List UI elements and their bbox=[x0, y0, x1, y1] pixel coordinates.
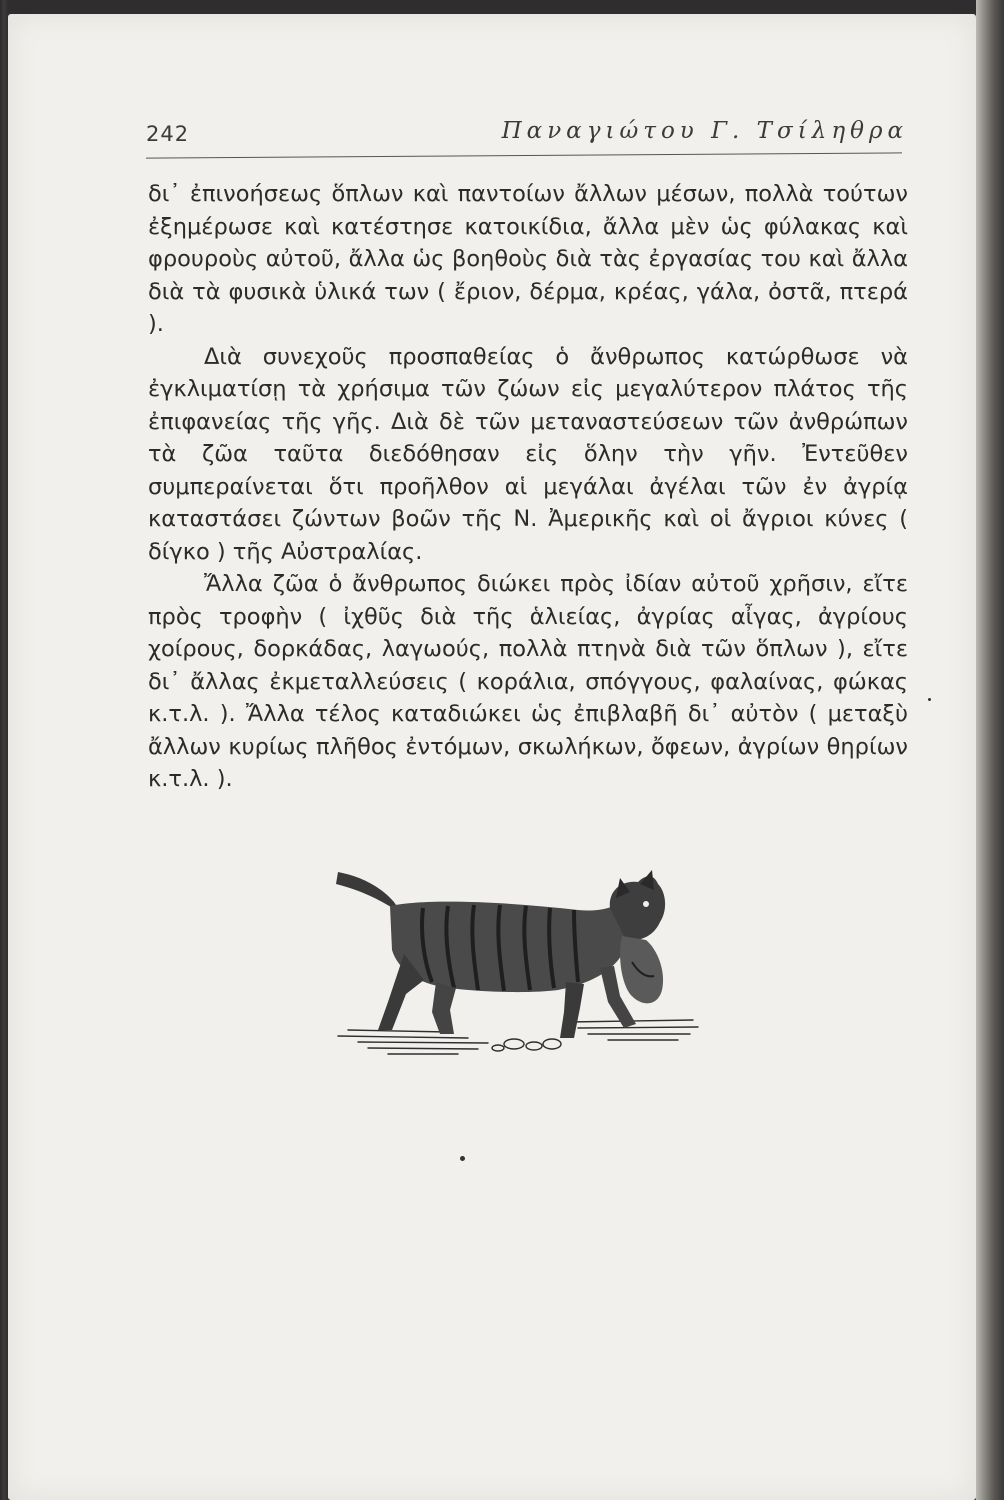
ground-pebbles bbox=[492, 1039, 561, 1051]
speck-mark bbox=[928, 698, 931, 701]
cat-body bbox=[390, 902, 628, 992]
body-text bbox=[148, 178, 908, 796]
page-edge-shadow bbox=[976, 0, 1004, 1500]
cat-eye bbox=[643, 901, 649, 907]
page-number: 242 bbox=[146, 122, 190, 146]
cat-front-leg-left bbox=[560, 982, 584, 1038]
cat-hind-leg-right bbox=[432, 982, 456, 1034]
paragraph-2: Διὰ συνεχοῦς προσπαθείας ὁ ἄνθρωπος κατώρθωσε νὰ ἐγκλιματίσῃ τὰ χρήσιμα τῶν ζώων εἰς μεγαλύτερον πλάτος τῆς ἐπιφανείας τῆς γῆς. Διὰ δὲ τῶν μεταναστεύσεων τῶν ἀνθρώπων τὰ ζῶα ταῦτα διεδόθησαν εἰς ὅλην τὴν γῆν. Ἐντεῦθεν συμπεραίνεται ὅτι προῆλθον αἱ μεγάλαι ἀγέλαι τῶν ἐν ἀγρίᾳ καταστάσει ζώντων βοῶν τῆς Ν. Ἀμερικῆς καὶ οἱ ἄγριοι κύνες ( δίγκο ) τῆς Αὐστραλίας. bbox=[148, 343, 908, 565]
cat-carrying-kitten-illustration bbox=[328, 862, 700, 1074]
paragraph-3: Ἄλλα ζῶα ὁ ἄνθρωπος διώκει πρὸς ἰδίαν αὐτοῦ χρῆσιν, εἴτε πρὸς τροφὴν ( ἰχθῦς διὰ τῆς ἁλιείας, ἀγρίας αἶγας, ἀγρίους χοίρους, δορκάδας, λαγωούς, πολλὰ πτηνὰ διὰ τῶν ὅπλων ), εἴτε δι᾽ ἄλλας ἐκμεταλλεύσεις ( κοράλια, σπόγγους, φαλαίνας, φώκας κ.τ.λ. ). Ἄλλα τέλος καταδιώκει ὡς ἐπιβλαβῆ δι᾽ αὐτὸν ( μεταξὺ ἄλλων κυρίως πλῆθος ἐντόμων, σκωλήκων, ὄφεων, ἀγρίων θηρίων κ.τ.λ. ). bbox=[148, 571, 908, 792]
paragraph-1: δι᾽ ἐπινοήσεως ὅπλων καὶ παντοίων ἄλλων μέσων, πολλὰ τούτων ἐξημέρωσε καὶ κατέστησε κατοικίδια, ἄλλα μὲν ὡς φύλακας καὶ φρουροὺς αὐτοῦ, ἄλλα ὡς βοηθοὺς διὰ τὰς ἐργασίας του καὶ ἄλλα διὰ τὰ φυσικὰ ὑλικά των ( ἔριον, δέρμα, κρέας, γάλα, ὀστᾶ, πτερά ). bbox=[148, 181, 908, 337]
page-header bbox=[146, 118, 908, 158]
kitten bbox=[620, 936, 663, 1003]
running-head-author: Παναγιώτου Γ. Τσίληθρα bbox=[501, 118, 908, 144]
speck-mark bbox=[460, 1156, 465, 1161]
